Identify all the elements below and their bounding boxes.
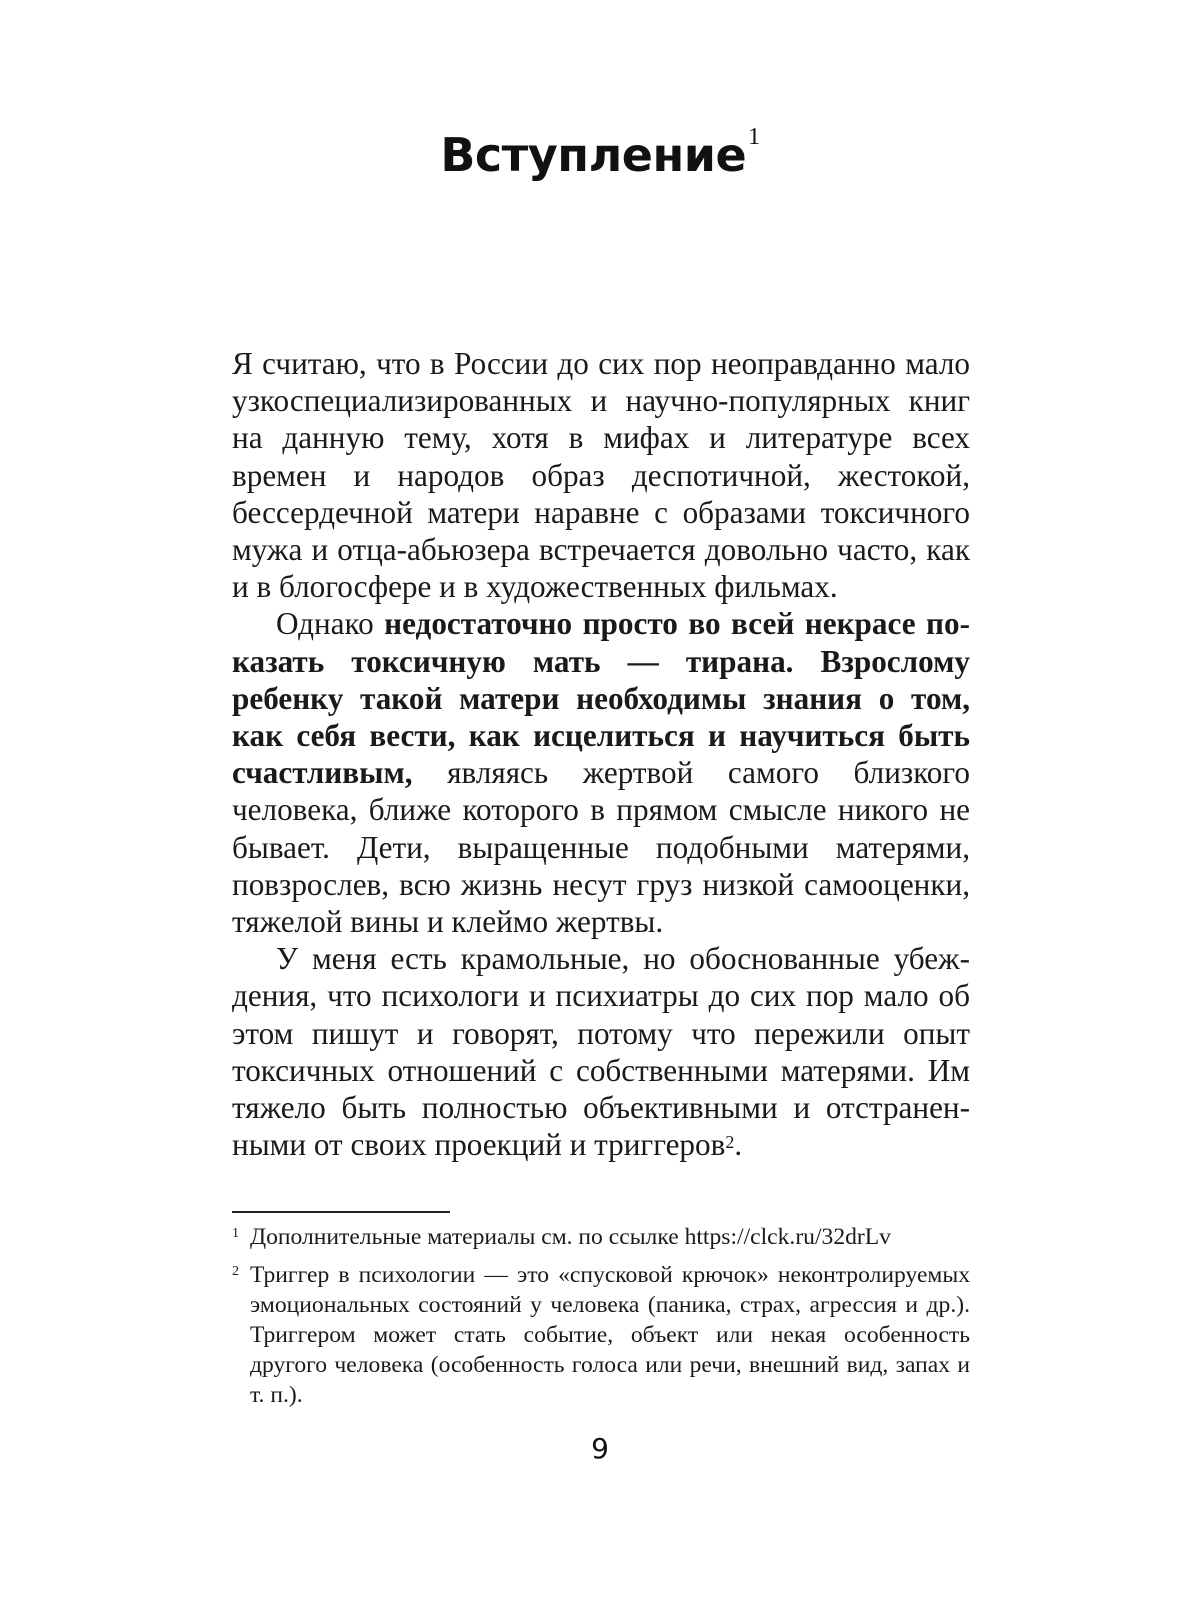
paragraph-1-text: Я считаю, что в России до сих пор неоправданно мало узкоспециализированных и научно-популярных книг на данную тему, хотя в мифах и литературе всех времен и народов образ деспотичной, жестокой, бессердечной матери наравне с образами токсичного мужа и отца-абьюзера встречается довольно часто, как и в блогосфере и в художественных фильмах. (232, 346, 970, 605)
paragraph-1 (232, 345, 970, 605)
paragraph-2-tail: являясь жертвой самого близкого человека, ближе которого в прямом смысле никого не бывает. Дети, выращенные подобными матерями, повзрослев, всю жизнь несут груз низкой самооценки, тяжелой вины и клеймо жертвы. (232, 755, 970, 940)
paragraph-3-text: У меня есть крамольные, но обоснованные убеждения, что психологи и психиатры до сих пор мало об этом пишут и говорят, потому что пережили опыт токсичных отношений с собственными матерями. Им тяжело быть полностью объективными и отстраненными от своих проекций и триггеров (232, 941, 970, 1163)
paragraph-2-emphasis: недостаточно просто во всей некрасе показать токсичную мать — тирана. Взрослому ребенку такой матери необходимы знания о том, как себя вести, как исцелиться и научиться быть счастливым, (232, 606, 970, 791)
footnote-ref-2[interactable]: 2 (725, 1132, 735, 1153)
footnote-1-text: Дополнительные материалы см. по ссылке https://clck.ru/32drLv (250, 1224, 891, 1250)
chapter-title-text: Вступление (440, 128, 747, 182)
footnote-2-mark: 2 (232, 1264, 239, 1279)
footnote-separator (232, 1211, 450, 1213)
footnote-2-text: Триггер в психологии — это «спусковой крючок» неконтролируемых эмоциональных состояний у человека (паника, страх, агрессия и др.). Триггером может стать событие, объект или некая особенность другого человека (особенность голоса или речи, внешний вид, запах и т. п.). (250, 1262, 970, 1408)
footnote-1-mark: 1 (232, 1226, 239, 1241)
page-number: 9 (591, 1432, 609, 1465)
footnote-2 (232, 1260, 970, 1410)
chapter-footnote-ref[interactable]: 1 (748, 124, 760, 150)
footnotes (232, 1222, 970, 1418)
body-text (232, 345, 970, 1163)
chapter-title (0, 124, 1200, 182)
paragraph-3-end: . (734, 1127, 743, 1163)
paragraph-2 (232, 605, 970, 940)
footnote-1 (232, 1222, 970, 1252)
paragraph-2-lead: Однако (276, 606, 385, 642)
paragraph-3 (232, 940, 970, 1163)
